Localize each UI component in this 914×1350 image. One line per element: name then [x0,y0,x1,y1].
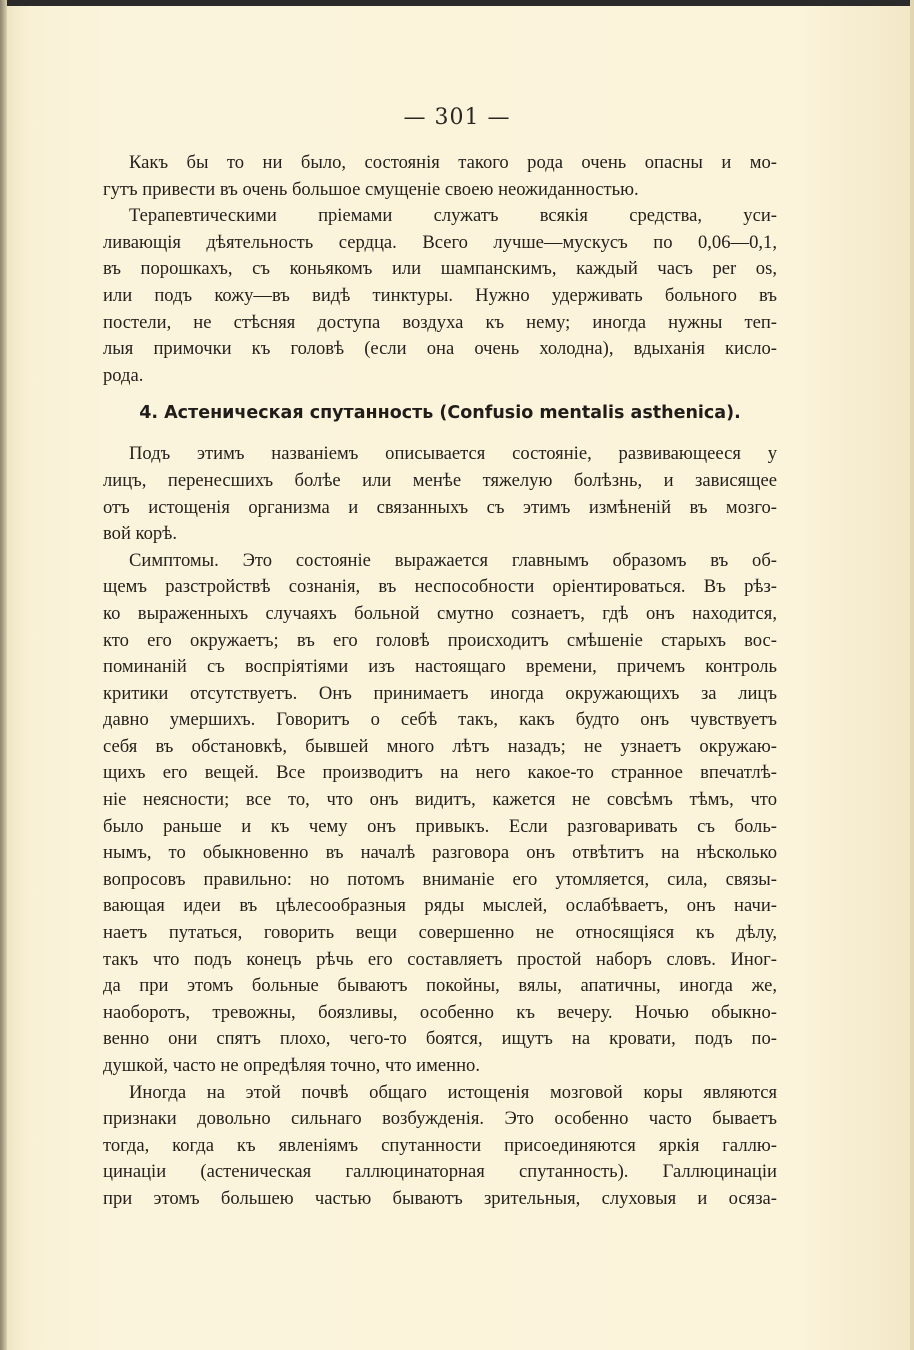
text-line: давно умершихъ. Говоритъ о себѣ такъ, какъ будто онъ чувствуетъ [103,709,777,731]
text-line: лыя примочки къ головѣ (если она очень холодна), вдыханія кисло- [103,338,777,360]
text-line: признаки довольно сильнаго возбужденія. Это особенно часто бываетъ [103,1108,777,1130]
text-line: ніе неясности; все то, что онъ видитъ, кажется не совсѣмъ тѣмъ, что [103,789,777,811]
scan-left-edge [0,0,7,1350]
text-line: Иногда на этой почвѣ общаго истощенія мозговой коры являются [129,1081,777,1103]
text-line: наоборотъ, тревожны, боязливы, особенно къ вечеру. Ночью обыкно- [103,1001,777,1023]
text-line: рода. [103,364,144,386]
text-line: тогда, когда къ явленіямъ спутанности присоединяются яркія галлю- [103,1134,777,1156]
text-line: кто его окружаетъ; въ его головѣ происходитъ смѣшеніе старыхъ вос- [103,629,777,651]
text-line: наетъ путаться, говорить вещи совершенно не относящіяся къ дѣлу, [103,922,777,944]
text-line: цинаціи (астеническая галлюцинаторная спутанность). Галлюцинаціи [103,1161,777,1183]
text-line: критики отсутствуетъ. Онъ принимаетъ иногда окружающихъ за лицъ [103,682,777,704]
body-text [103,150,777,1213]
text-line: было раньше и къ чему онъ привыкъ. Если разговаривать съ боль- [103,815,777,837]
text-line: постели, не стѣсняя доступа воздуха къ нему; иногда нужны теп- [103,311,777,333]
text-line: щемъ разстройствѣ сознанія, въ неспособности оріентироваться. Въ рѣз- [103,576,777,598]
text-line: Терапевтическими пріемами служатъ всякія средства, уси- [129,205,777,227]
text-line: душкой, часто не опредѣляя точно, что именно. [103,1055,480,1076]
text-line: поминаній съ воспріятіями изъ настоящаго времени, причемъ контроль [103,656,777,678]
text-line: да при этомъ больные бываютъ покойны, вялы, апатичны, иногда же, [103,975,777,997]
scan-right-edge [910,0,914,1350]
text-line: щихъ его вещей. Все производитъ на него какое-то странное впечатлѣ- [103,762,777,784]
section-heading: 4. Астеническая спутанность (Confusio mentalis asthenica). [139,403,741,424]
text-line: при этомъ большею частью бываютъ зрительныя, слуховыя и осяза- [103,1187,777,1209]
text-line: Подъ этимъ названіемъ описывается состояніе, развивающееся у [129,443,777,465]
text-line: такъ что подъ конецъ рѣчь его составляетъ простой наборъ словъ. Иног- [103,948,777,970]
text-line: себя въ обстановкѣ, бывшей много лѣтъ назадъ; не узнаетъ окружаю- [103,735,777,757]
text-line: или подъ кожу—въ видѣ тинктуры. Нужно удерживать больного въ [103,284,777,306]
text-line: вой корѣ. [103,523,177,545]
text-line: Какъ бы то ни было, состоянія такого рода очень опасны и мо- [129,152,777,173]
text-line: венно они спятъ плохо, чего-то боятся, ищутъ на кровати, подъ по- [103,1028,777,1050]
text-line: вопросовъ правильно: но потомъ вниманіе его утомляется, сила, связы- [103,868,777,890]
text-line: отъ истощенія организма и связанныхъ съ этимъ измѣненій въ мозго- [103,496,777,518]
text-line: гутъ привести въ очень большое смущеніе своею неожиданностью. [103,178,639,200]
text-line: ко выраженныхъ случаяхъ больной смутно сознаетъ, гдѣ онъ находится, [103,602,777,624]
text-line: вающая идеи въ цѣлесообразныя ряды мыслей, ослабѣваетъ, онъ начи- [103,895,777,917]
text-line: лицъ, перенесшихъ болѣе или менѣе тяжелую болѣзнь, и зависящее [103,469,777,491]
page-number: — 301 — [403,105,511,130]
text-line: Симптомы. Это состояніе выражается главнымъ образомъ въ об- [129,549,777,571]
text-line: въ порошкахъ, съ коньякомъ или шампанскимъ, каждый часъ per os, [103,258,777,280]
scan-top-edge [0,0,914,6]
text-line: ливающія дѣятельность сердца. Всего лучше—мускусъ по 0,06—0,1, [103,231,777,253]
text-line: нымъ, то обыкновенно въ началѣ разговора онъ отвѣтитъ на нѣсколько [103,842,777,864]
